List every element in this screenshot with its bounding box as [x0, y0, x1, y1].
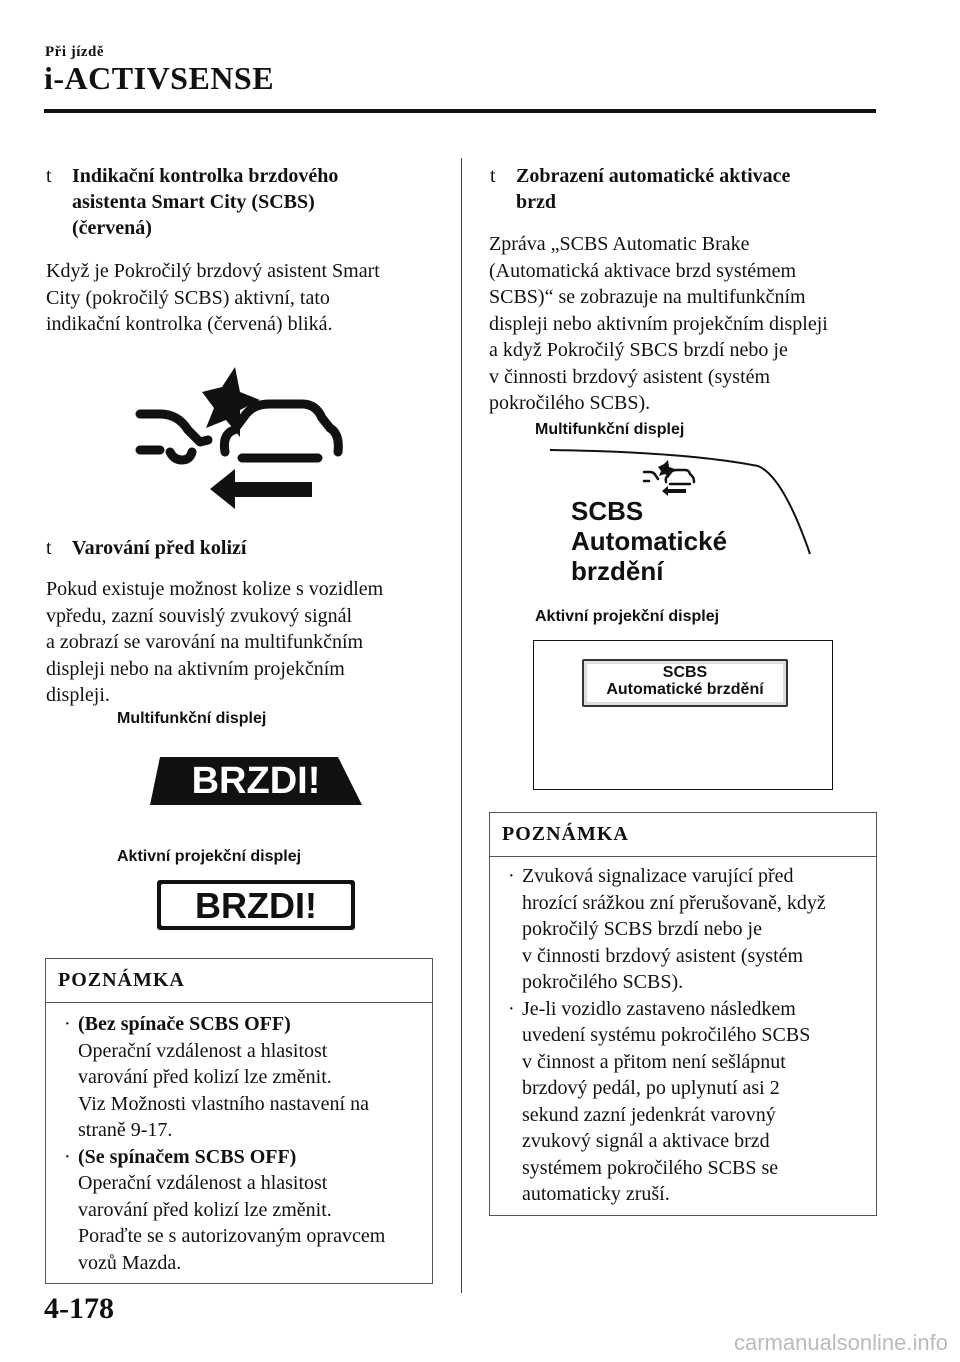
- text-line: displeji nebo aktivním projekčním displeji: [489, 312, 828, 335]
- text-line: displeji.: [46, 684, 110, 706]
- note-body: [490, 857, 876, 1218]
- brzdi-hud-inner: [161, 884, 351, 926]
- text-line: a když Pokročilý SBCS brzdí nebo je: [489, 339, 788, 361]
- note-line: systémem pokročilého SCBS se: [522, 1156, 779, 1179]
- note-title: POZNÁMKA: [46, 959, 432, 1003]
- note-line: v činnost a přitom není sešlápnut: [522, 1050, 786, 1073]
- heading-line: Zobrazení automatické aktivace: [516, 165, 791, 187]
- caption-multifunction-display-right: Multifunkční displej: [535, 421, 685, 438]
- heading-collision-warning: [46, 535, 442, 561]
- brzdi-multi-display: [150, 757, 362, 805]
- note-item-head: (Se spínačem SCBS OFF): [78, 1145, 297, 1168]
- brzdi-hud: [157, 880, 355, 930]
- heading-auto-brake-display: [490, 163, 876, 215]
- note-line: v činnosti brzdový asistent (systém: [522, 944, 804, 967]
- hud-message-line: Automatické brzdění: [606, 681, 764, 698]
- scbs-warning-indicator-icon: [130, 362, 350, 512]
- note-line: automaticky zruší.: [522, 1183, 670, 1205]
- section-label: Při jízdě: [45, 44, 105, 60]
- paragraph-auto-brake: [489, 231, 889, 417]
- text-line: a zobrazí se varování na multifunkčním: [46, 631, 364, 653]
- hud-message-line: SCBS: [662, 664, 708, 681]
- text-line: indikační kontrolka (červená) bliká.: [46, 313, 333, 335]
- note-line: brzdový pedál, po uplynutí asi 2: [522, 1077, 780, 1099]
- heading-bullet: t: [46, 537, 52, 559]
- message-line: Automatické: [571, 526, 728, 556]
- note-bullet: ·: [64, 1145, 71, 1168]
- scbs-small-indicator-icon: [640, 460, 696, 496]
- hud-message-inner: [587, 664, 783, 702]
- note-line: Je-li vozidlo zastaveno následkem: [522, 997, 796, 1020]
- note-box-right: [489, 812, 877, 1216]
- chapter-title: i-ACTIVSENSE: [44, 60, 275, 96]
- heading-bullet: t: [490, 165, 496, 187]
- note-line: Operační vzdálenost a hlasitost: [78, 1172, 328, 1194]
- heading-line: Varování před kolizí: [72, 537, 247, 559]
- message-line: SCBS: [571, 496, 644, 526]
- scbs-auto-brake-message: [571, 496, 727, 586]
- heading-bullet: t: [46, 165, 52, 187]
- note-line: Poraďte se s autorizovaným opravcem: [78, 1225, 386, 1247]
- caption-head-up-display-right: Aktivní projekční displej: [535, 608, 720, 625]
- note-line: hrozící srážkou zní přerušovaně, když: [522, 891, 826, 914]
- note-item-head: (Bez spínače SCBS OFF): [78, 1013, 291, 1035]
- note-line: sekund zazní jedenkrát varovný: [522, 1103, 776, 1126]
- column-divider: [461, 158, 462, 1293]
- brzdi-text: BRZDI!: [191, 760, 321, 802]
- text-line: v činnosti brzdový asistent (systém: [489, 365, 771, 388]
- heading-line: Indikační kontrolka brzdového: [72, 165, 339, 187]
- note-line: Zvuková signalizace varující před: [522, 865, 794, 887]
- brzdi-hud-text: BRZDI!: [195, 885, 317, 926]
- header-rule: [44, 109, 876, 113]
- note-body: [46, 1003, 432, 1286]
- caption-multifunction-display: Multifunkční displej: [117, 710, 267, 727]
- note-line: pokročilého SCBS).: [522, 971, 684, 993]
- paragraph-collision: [46, 576, 446, 709]
- note-item: [508, 863, 866, 996]
- text-line: (Automatická aktivace brzd systémem: [489, 259, 797, 282]
- text-line: SCBS)“ se zobrazuje na multifunkčním: [489, 286, 806, 308]
- text-line: displeji nebo na aktivním projekčním: [46, 657, 345, 680]
- text-line: Zpráva „SCBS Automatic Brake: [489, 233, 750, 255]
- note-line: straně 9-17.: [78, 1119, 173, 1141]
- note-line: varování před kolizí lze změnit.: [78, 1066, 332, 1088]
- note-line: zvukový signál a aktivace brzd: [522, 1130, 770, 1152]
- note-line: vozů Mazda.: [78, 1251, 182, 1274]
- note-bullet: ·: [508, 865, 515, 887]
- note-bullet: ·: [508, 997, 515, 1020]
- text-line: Pokud existuje možnost kolize s vozidlem: [46, 578, 384, 600]
- heading-line: (červená): [72, 217, 152, 239]
- text-line: vpředu, zazní souvislý zvukový signál: [46, 604, 353, 627]
- heading-line: asistenta Smart City (SCBS): [72, 191, 315, 213]
- watermark: carmanualsonline.info: [733, 1330, 948, 1355]
- text-line: Když je Pokročilý brzdový asistent Smart: [46, 260, 380, 282]
- note-item: [508, 996, 866, 1208]
- paragraph-indicator: [46, 258, 446, 338]
- hud-message-box: [582, 659, 788, 707]
- heading-line: brzd: [516, 191, 556, 213]
- hud-frame: [533, 640, 833, 790]
- note-title: POZNÁMKA: [490, 813, 876, 857]
- note-item: [64, 1011, 422, 1144]
- caption-head-up-display: Aktivní projekční displej: [117, 848, 302, 865]
- note-item: [64, 1144, 422, 1277]
- heading-scbs-indicator: [46, 163, 442, 241]
- note-line: Viz Možnosti vlastního nastavení na: [78, 1092, 369, 1115]
- text-line: City (pokročilý SCBS) aktivní, tato: [46, 286, 330, 309]
- hud-message-text: [587, 664, 783, 698]
- note-line: varování před kolizí lze změnit.: [78, 1198, 332, 1221]
- text-line: pokročilého SCBS).: [489, 392, 651, 414]
- note-box-left: [45, 958, 433, 1284]
- note-line: uvedení systému pokročilého SCBS: [522, 1024, 811, 1046]
- page-number: 4-178: [44, 1292, 114, 1325]
- message-line: brzdění: [571, 556, 664, 586]
- note-bullet: ·: [64, 1013, 71, 1035]
- note-line: Operační vzdálenost a hlasitost: [78, 1039, 328, 1062]
- note-line: pokročilý SCBS brzdí nebo je: [522, 918, 762, 940]
